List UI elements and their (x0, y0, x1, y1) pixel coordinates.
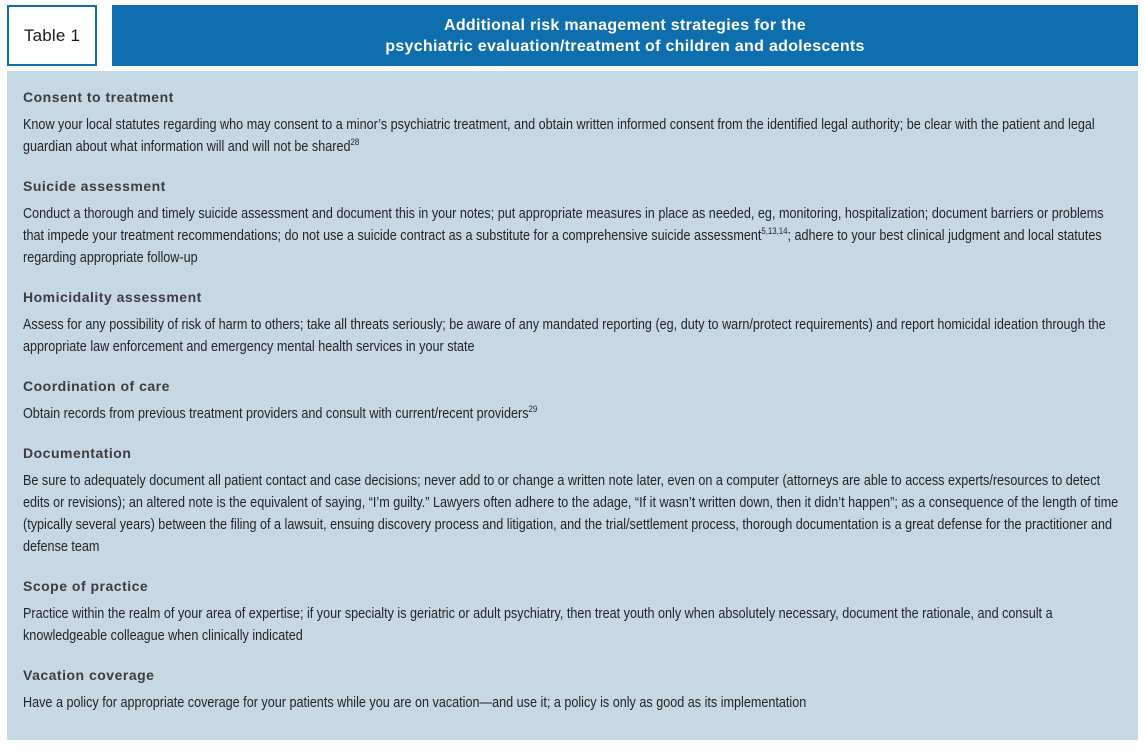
section-body-text: Practice within the realm of your area of expertise; if your specialty is geriatric or adult psychiatry, then treat youth only when absolutely necessary, document the rationale, and consult a knowledgeable colleague when clinically indicated (23, 606, 1053, 644)
section-body (23, 403, 1120, 425)
section-heading: Documentation (23, 445, 132, 461)
section-body (23, 114, 1120, 158)
table-header-row (7, 5, 1138, 66)
section-heading: Vacation coverage (23, 667, 155, 683)
table-section (23, 578, 1120, 647)
section-heading: Consent to treatment (23, 89, 174, 105)
table-number-badge (7, 5, 97, 66)
table-section (23, 445, 1120, 558)
table-title-bar (112, 5, 1138, 66)
table-section (23, 89, 1120, 158)
section-body-text: Be sure to adequately document all patient contact and case decisions; never add to or change a written note later, even on a computer (attorneys are able to access experts/resources to detect edits or revisions); an altered note is the equivalent of saying, “I’m guilty.” Lawyers often adhere to the adage, “If it wasn’t written down, then it didn’t happen”; as a consequence of the length of time (typically several years) between the filing of a lawsuit, ensuing discovery process and litigation, and the trial/settlement process, thorough documentation is a great defense for the practitioner and defense team (23, 473, 1119, 555)
table-section (23, 289, 1120, 358)
section-body-text: ; adhere to your best clinical judgment and local statutes regarding appropriate follow-up (23, 228, 1102, 266)
table-title-line-2: psychiatric evaluation/treatment of children and adolescents (385, 37, 865, 55)
section-heading: Homicidality assessment (23, 289, 202, 305)
section-heading: Suicide assessment (23, 178, 166, 194)
reference-superscript: 29 (528, 404, 538, 415)
table-section (23, 667, 1120, 714)
table-title-line-1: Additional risk management strategies for the (443, 16, 807, 34)
section-body (23, 470, 1120, 558)
section-body-text: Conduct a thorough and timely suicide assessment and document this in your notes; put appropriate measures in place as needed, eg, monitoring, hospitalization; document barriers or problems that impede your treatment recommendations; do not use a suicide contract as a substitute for a comprehensive suicide assessment (23, 206, 1104, 244)
section-body (23, 203, 1120, 269)
section-body (23, 603, 1120, 647)
section-heading: Scope of practice (23, 578, 149, 594)
table-section (23, 378, 1120, 425)
reference-superscript: 5,13,14 (761, 226, 788, 237)
section-heading: Coordination of care (23, 378, 170, 394)
section-body (23, 314, 1120, 358)
section-body-text: Obtain records from previous treatment providers and consult with current/recent providers (23, 406, 529, 422)
header-gap (97, 5, 112, 66)
table-number-label: Table 1 (23, 25, 81, 45)
section-body-text: Have a policy for appropriate coverage for your patients while you are on vacation—and use it; a policy is only as good as its implementation (23, 695, 807, 711)
section-body-text: Know your local statutes regarding who may consent to a minor’s psychiatric treatment, and obtain written informed consent from the identified legal authority; be clear with the patient and legal guardian about what information will and will not be shared (23, 117, 1095, 155)
section-body (23, 692, 1120, 714)
sections (7, 71, 1138, 740)
section-body-text: Assess for any possibility of risk of harm to others; take all threats seriously; be aware of any mandated reporting (eg, duty to warn/protect requirements) and report homicidal ideation through the appropriate law enforcement and emergency mental health services in your state (23, 317, 1106, 355)
table-section (23, 178, 1120, 269)
reference-superscript: 28 (350, 137, 360, 148)
